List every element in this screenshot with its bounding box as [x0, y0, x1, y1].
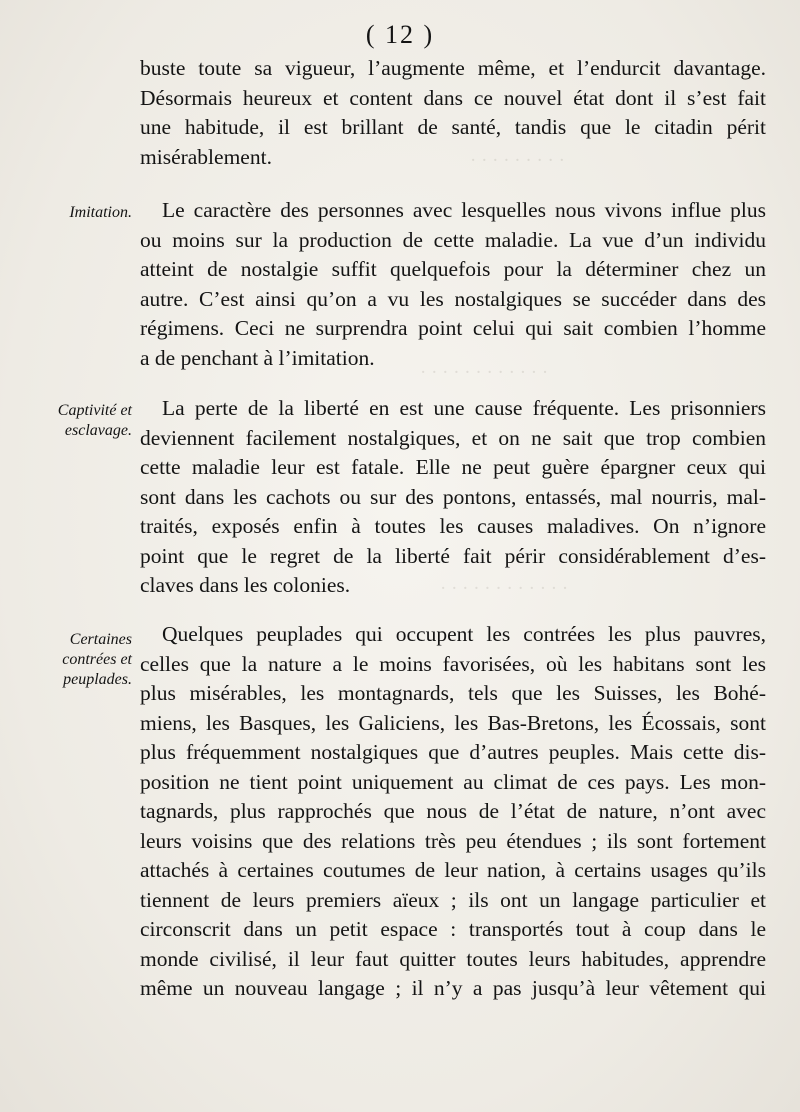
margin-note-contrees [12, 630, 132, 690]
paragraph-imitation [140, 196, 766, 373]
page-number: ( 12 ) [365, 20, 435, 49]
text-line: leurs voisins que des relations très peu étendues ; ils sont fortement [140, 828, 766, 853]
text-line: Quelques peuplades qui occupent les contrées les plus pauvres, [162, 622, 766, 646]
text-line: point que le regret de la liberté fait périr considérablement d’es- [140, 543, 766, 568]
text-line: sont dans les cachots ou sur des pontons, entassés, mal nourris, mal- [140, 484, 766, 509]
text-line: tagnards, plus rapprochés que nous de l’état de nature, n’ont avec [140, 799, 766, 823]
text-line: traités, exposés enfin à toutes les causes maladives. On n’ignore [140, 514, 766, 538]
paragraph-continuation [140, 54, 766, 172]
margin-note-line: Certaines [69, 631, 132, 648]
text-line: celles que la nature a le moins favorisées, où les habitans sont les [140, 651, 766, 676]
text-line: autre. C’est ainsi qu’on a vu les nostalgiques se succéder dans des [140, 286, 766, 311]
text-line: ou moins sur la production de cette maladie. La vue d’un individu [140, 227, 766, 252]
text-line: a de penchant à l’imitation. [140, 345, 375, 370]
text-line: plus fréquemment nostalgiques que d’autres peuples. Mais cette dis- [140, 740, 766, 764]
text-line: même un nouveau langage ; il n’y a pas jusqu’à leur vêtement qui [140, 976, 766, 1000]
text-line: Désormais heureux et content dans ce nouvel état dont il s’est fait [140, 85, 766, 110]
text-line: miens, les Basques, les Galiciens, les Bas-Bretons, les Écossais, sont [140, 710, 766, 735]
paragraph-contrees [140, 620, 766, 1004]
paragraph-captivite [140, 394, 766, 601]
text-line: atteint de nostalgie suffit quelquefois pour la déterminer chez un [140, 257, 766, 281]
text-line: La perte de la liberté en est une cause fréquente. Les prisonniers [162, 396, 766, 420]
text-line: deviennent facilement nostalgiques, et on ne sait que trop combien [140, 425, 766, 450]
margin-note-imitation [12, 203, 132, 223]
text-line: Le caractère des personnes avec lesquelles nous vivons influe plus [162, 198, 766, 222]
text-line: monde civilisé, il leur faut quitter toutes leurs habitudes, apprendre [140, 946, 766, 971]
text-line: tiennent de leurs premiers aïeux ; ils ont un langage particulier et [140, 887, 766, 912]
text-line: attachés à certaines coutumes de leur nation, à certains usages qu’ils [140, 858, 766, 882]
text-line: plus misérables, les montagnards, tels que les Suisses, les Bohé- [140, 681, 766, 705]
margin-note-captivite [12, 401, 132, 441]
bleed-through-text: · · · · · · · · · · · · [420, 362, 549, 383]
text-line: position ne tient point uniquement au climat de ces pays. Les mon- [140, 769, 766, 794]
margin-note-line: peuplades. [63, 671, 132, 688]
margin-note-line: Imitation. [69, 204, 132, 221]
text-line: claves dans les colonies. [140, 573, 351, 597]
text-line: cette maladie leur est fatale. Elle ne peut guère épargner ceux qui [140, 455, 766, 479]
bleed-through-text: · · · · · · · · · [470, 150, 565, 171]
margin-note-line: esclavage. [64, 422, 132, 439]
text-line: misérablement. [140, 144, 272, 169]
margin-note-line: Captivité et [57, 402, 132, 419]
text-line: buste toute sa vigueur, l’augmente même, et l’endurcit davantage. [140, 56, 766, 80]
margin-note-line: contrées et [62, 651, 132, 668]
text-line: circonscrit dans un petit espace : transportés tout à coup dans le [140, 917, 766, 941]
text-line: régimens. Ceci ne surprendra point celui qui sait combien l’homme [140, 316, 766, 340]
bleed-through-text: · · · · · · · · · · · · [440, 578, 569, 599]
text-line: une habitude, il est brillant de santé, tandis que le citadin périt [140, 115, 766, 139]
